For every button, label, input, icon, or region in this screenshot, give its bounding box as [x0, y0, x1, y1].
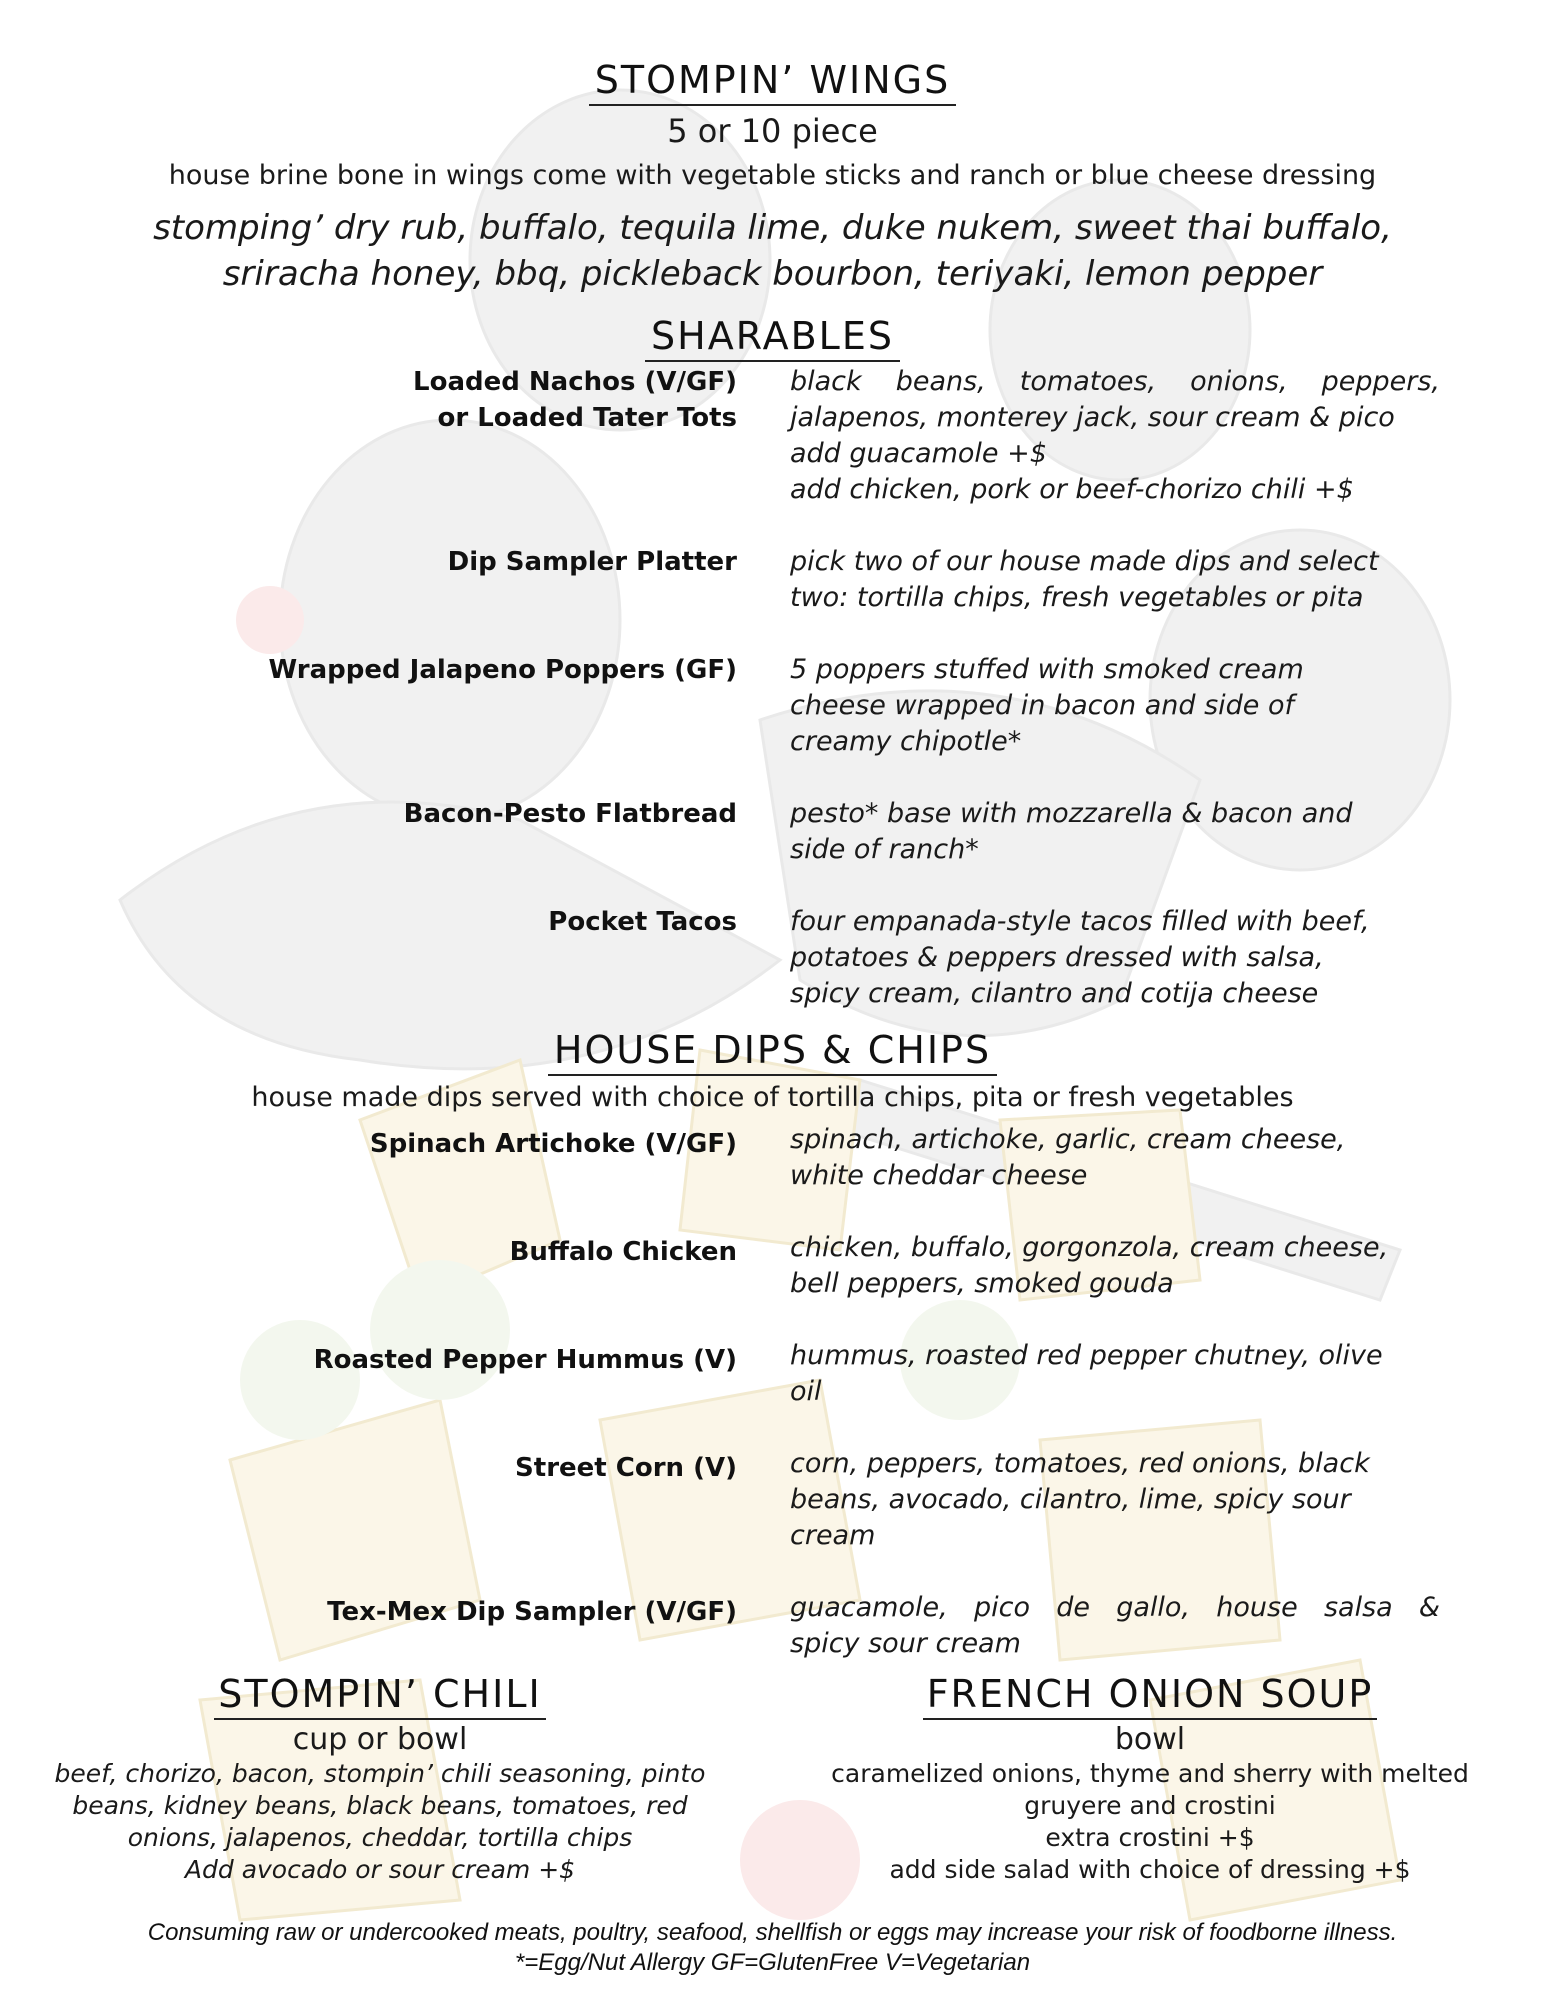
dip-item-name	[177, 1342, 737, 1378]
menu-item-name	[177, 364, 737, 436]
wings-flavors-line2: sriracha honey, bbq, pickleback bourbon, teriyaki, lemon pepper	[222, 254, 1323, 294]
item-desc-line: beans, avocado, cilantro, lime, spicy sour	[790, 1484, 1351, 1515]
item-name-line: Tex-Mex Dip Sampler (V/GF)	[327, 1597, 737, 1627]
soup-desc-line: extra crostini +$	[1045, 1823, 1255, 1852]
menu-item-name	[177, 652, 737, 688]
item-desc-line: add chicken, pork or beef-chorizo chili +$	[790, 474, 1354, 505]
wings-section-title: STOMPIN’ WINGS	[0, 58, 1545, 102]
item-desc-line: 5 poppers stuffed with smoked cream	[790, 654, 1304, 685]
dip-item-description	[790, 1338, 1440, 1410]
menu-item-description	[790, 796, 1440, 868]
item-desc-line: white cheddar cheese	[790, 1160, 1088, 1191]
item-name-line: Pocket Tacos	[548, 907, 737, 937]
soup-desc-line: add side salad with choice of dressing +$	[889, 1855, 1411, 1884]
item-desc-line: jalapenos, monterey jack, sour cream & pico	[790, 402, 1395, 433]
wings-flavors-line1: stomping’ dry rub, buffalo, tequila lime, duke nukem, sweet thai buffalo,	[153, 208, 1392, 248]
soup-section-title: FRENCH ONION SOUP	[780, 1672, 1520, 1716]
chili-desc-line: Add avocado or sour cream +$	[184, 1855, 576, 1884]
item-desc-line: pick two of our house made dips and select	[790, 546, 1379, 577]
item-desc-line: four empanada-style tacos filled with beef,	[790, 906, 1370, 937]
menu-item-name	[177, 796, 737, 832]
item-desc-line: black beans, tomatoes, onions, peppers,	[790, 366, 1440, 397]
chili-subtitle: cup or bowl	[292, 1722, 468, 1757]
item-desc-line: potatoes & peppers dressed with salsa,	[790, 942, 1324, 973]
chili-description	[10, 1758, 750, 1886]
item-desc-line: spinach, artichoke, garlic, cream cheese,	[790, 1124, 1346, 1155]
item-desc-line: cream	[790, 1520, 876, 1551]
item-name-line: Dip Sampler Platter	[447, 547, 737, 577]
sharables-section-title: SHARABLES	[0, 314, 1545, 358]
dip-item-name	[177, 1234, 737, 1270]
soup-desc-line: caramelized onions, thyme and sherry with melted	[831, 1759, 1469, 1788]
item-desc-line: bell peppers, smoked gouda	[790, 1268, 1174, 1299]
item-desc-line: pesto* base with mozzarella & bacon and	[790, 798, 1353, 829]
menu-item-name	[177, 544, 737, 580]
menu-item-description	[790, 904, 1440, 1012]
item-name-line: or Loaded Tater Tots	[437, 403, 737, 433]
dip-item-name	[177, 1450, 737, 1486]
item-desc-line: two: tortilla chips, fresh vegetables or pita	[790, 582, 1364, 613]
menu-item-description	[790, 544, 1440, 616]
soup-desc-line: gruyere and crostini	[1024, 1791, 1276, 1820]
item-name-line: Roasted Pepper Hummus (V)	[313, 1345, 737, 1375]
item-name-line: Buffalo Chicken	[509, 1237, 737, 1267]
dip-item-description	[790, 1590, 1440, 1662]
item-desc-line: chicken, buffalo, gorgonzola, cream cheese,	[790, 1232, 1389, 1263]
chili-desc-line: onions, jalapenos, cheddar, tortilla chips	[127, 1823, 633, 1852]
chili-section-title: STOMPIN’ CHILI	[10, 1672, 750, 1716]
item-name-line: Street Corn (V)	[515, 1453, 737, 1483]
item-name-line: Wrapped Jalapeno Poppers (GF)	[268, 655, 737, 685]
item-name-line: Spinach Artichoke (V/GF)	[369, 1129, 737, 1159]
dip-item-description	[790, 1122, 1440, 1194]
item-desc-line: spicy cream, cilantro and cotija cheese	[790, 978, 1319, 1009]
dips-description: house made dips served with choice of tortilla chips, pita or fresh vegetables	[251, 1082, 1294, 1113]
chili-desc-line: beans, kidney beans, black beans, tomatoes, red	[72, 1791, 688, 1820]
wings-description: house brine bone in wings come with vegetable sticks and ranch or blue cheese dressing	[168, 160, 1377, 191]
item-desc-line: guacamole, pico de gallo, house salsa &	[790, 1592, 1440, 1623]
disclaimer-line: Consuming raw or undercooked meats, poultry, seafood, shellfish or eggs may increase your risk of foodborne illness.	[147, 1919, 1398, 1946]
item-name-line: Bacon-Pesto Flatbread	[403, 799, 737, 829]
allergy-disclaimer	[0, 1918, 1545, 1978]
dip-item-name	[177, 1594, 737, 1630]
menu-item-name	[177, 904, 737, 940]
dip-item-description	[790, 1446, 1440, 1554]
chili-desc-line: beef, chorizo, bacon, stompin’ chili seasoning, pinto	[54, 1759, 706, 1788]
dip-item-name	[177, 1126, 737, 1162]
soup-description	[780, 1758, 1520, 1886]
dips-section-title: HOUSE DIPS & CHIPS	[0, 1028, 1545, 1072]
dip-item-description	[790, 1230, 1440, 1302]
menu-item-description	[790, 652, 1440, 760]
item-name-line: Loaded Nachos (V/GF)	[413, 367, 737, 397]
item-desc-line: add guacamole +$	[790, 438, 1047, 469]
item-desc-line: oil	[790, 1376, 822, 1407]
item-desc-line: side of ranch*	[790, 834, 979, 865]
item-desc-line: creamy chipotle*	[790, 726, 1022, 757]
item-desc-line: spicy sour cream	[790, 1628, 1021, 1659]
item-desc-line: cheese wrapped in bacon and side of	[790, 690, 1295, 721]
menu-item-description	[790, 364, 1440, 508]
item-desc-line: corn, peppers, tomatoes, red onions, black	[790, 1448, 1370, 1479]
allergen-key: *=Egg/Nut Allergy GF=GlutenFree V=Vegetarian	[514, 1949, 1031, 1976]
wings-subtitle: 5 or 10 piece	[667, 112, 878, 150]
item-desc-line: hummus, roasted red pepper chutney, olive	[790, 1340, 1383, 1371]
soup-subtitle: bowl	[1114, 1722, 1186, 1757]
